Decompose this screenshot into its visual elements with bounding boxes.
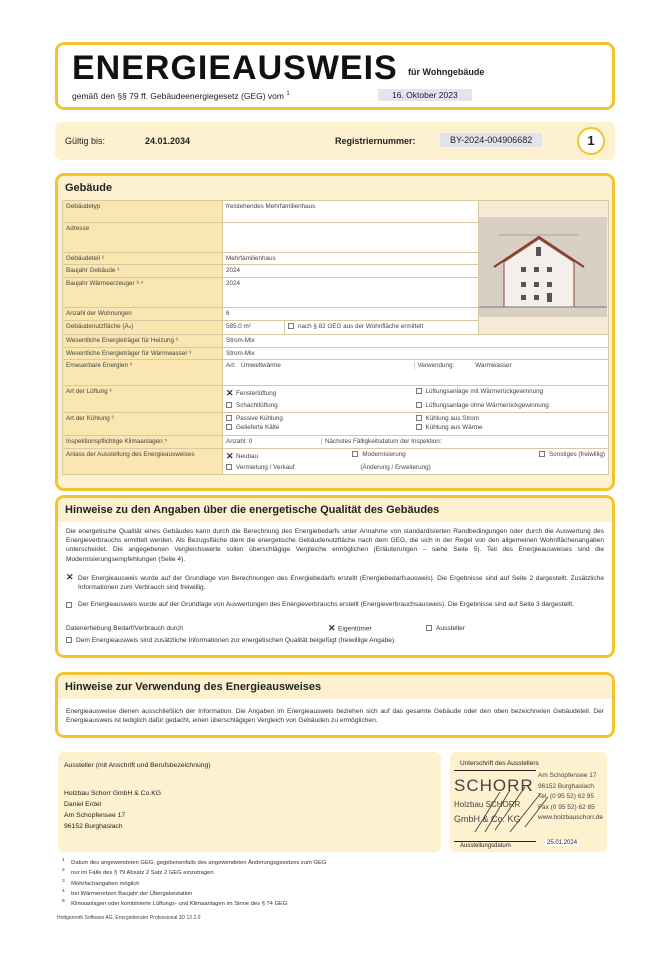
art-value: Umweltwärme — [241, 362, 281, 369]
option-neubau[interactable] — [226, 451, 352, 462]
option-eigentuemer[interactable] — [328, 624, 372, 634]
ac-next-inspection: Nächstes Fälligkeitsdatum der Inspektion: — [321, 438, 605, 445]
row-label: Baujahr Gebäude ³ — [63, 265, 223, 278]
building-table — [62, 200, 609, 475]
stamp-line: www.holzbauschorr.de — [538, 814, 604, 821]
footnote-text: Klimaanlagen oder kombinierte Lüftungs- und Klimaanlagen im Sinne des § 74 GEG — [71, 901, 288, 908]
intro-text: Die energetische Qualität eines Gebäudes kann durch die Berechnung des Energiebedarfs unter Annahme von standardisierten Randbedingungen oder durch die Auswertung des Energieverbrauchs ermittelt werden. Als Bezugsfläche dient die energetische Gebäudenutzfläche nach dem GEG, die sich in der Regel von den allgemeinen Wohnflächenangaben unterscheidet. Die angegebenen Vergleichswerte sollen überschlägige Vergleiche ermöglichen (Erläuterungen – siehe Seite 5). Teil des Energieausweises sind die Modernisierungsempfehlungen (Seite 4). — [66, 528, 604, 563]
option-label: Kühlung aus Wärme — [425, 424, 483, 431]
checkbox[interactable] — [226, 424, 232, 430]
checked-checkbox[interactable]: ✕ — [226, 388, 234, 398]
software-credit: Hottgenroth Software AG, Energieberater Professional 3D 12.2.0 — [57, 915, 201, 921]
option-aussteller[interactable] — [426, 624, 465, 633]
option-sonstiges[interactable] — [479, 451, 605, 462]
option-label: Vermietung / Verkauf — [236, 464, 295, 471]
issuer-street: Am Schopfensee 17 — [64, 812, 126, 819]
option-zusatz[interactable] — [66, 636, 604, 645]
row-value: Strom-Mix — [223, 335, 609, 348]
ac-count: Anzahl: 0 — [226, 438, 253, 445]
footnote — [62, 867, 326, 877]
building-drawing-icon — [479, 217, 607, 317]
row-label: Art der Kühlung ³ — [63, 413, 223, 436]
table-row — [63, 386, 609, 413]
issue-date-label: Ausstellungsdatum — [460, 843, 511, 849]
signature-box — [450, 752, 607, 852]
checkbox[interactable] — [66, 602, 72, 608]
stamp-line: 96152 Burghaslach — [538, 782, 595, 790]
option-strom[interactable] — [416, 415, 606, 422]
stamp-logo: SCHORR — [454, 776, 534, 795]
checked-checkbox[interactable]: ✕ — [328, 623, 336, 633]
row-label: Adresse — [63, 223, 223, 253]
art-label: Art: — [226, 362, 236, 369]
row-label: Gebäudetyp — [63, 201, 223, 223]
handwritten-signature-icon — [470, 782, 550, 837]
checkbox[interactable] — [226, 464, 232, 470]
option-label: Sonstiges (freiwillig) — [548, 451, 605, 458]
row-value: 585.0 m² — [223, 321, 285, 335]
usage-notes-section — [55, 672, 615, 738]
quality-notes-section — [55, 495, 615, 658]
row-value — [223, 223, 479, 253]
row-label: Art der Lüftung ³ — [63, 386, 223, 413]
footnote — [62, 888, 326, 898]
checkbox[interactable] — [352, 451, 358, 457]
stamp-line: GmbH & Co. KG — [454, 814, 521, 824]
section-header — [58, 675, 612, 699]
option-label: Der Energieausweis wurde auf der Grundlage von Auswertungen des Energieverbrauchs erstellt (Energieverbrauchsausweis). Die Ergebnisse sind auf Seite 3 dargestellt. — [78, 601, 574, 608]
stamp-line: Tel. (0 95 52) 62 95 — [538, 793, 595, 800]
building-photo — [479, 201, 609, 335]
option-lueftung-mit-wrg[interactable] — [416, 388, 606, 399]
issuer-box — [58, 752, 441, 852]
issuer-city: 96152 Burghaslach — [64, 823, 123, 830]
row-label: Gebäudeteil ² — [63, 253, 223, 265]
cooling-options — [223, 413, 609, 436]
footnote-text: Datum des angewendeten GEG, gegebenenfalls des angewendeten Änderungsgesetzes zum GEG — [71, 859, 327, 866]
option-modernisierung[interactable] — [352, 451, 478, 462]
option-label: nach § 82 GEG aus der Wohnfläche ermittelt — [298, 323, 424, 330]
law-text: gemäß den §§ 79 ff. Gebäudeenergiegesetz (GEG) vom — [72, 91, 284, 101]
stamp-line: Holzbau SCHORR — [454, 800, 521, 809]
row-label: Erneuerbare Energien ³ — [63, 360, 223, 386]
row-label: Wesentliche Energieträger für Warmwasser ³ — [63, 348, 223, 360]
ac-value — [223, 436, 609, 449]
checkbox[interactable] — [66, 637, 72, 643]
table-row — [63, 360, 609, 386]
option-label: Der Energieausweis wurde auf der Grundlage von Berechnungen des Energiebedarfs erstellt (Energiebedarfsausweis). Die Ergebnisse sind auf Seite 2 dargestellt. Zusätzliche Informationen zum Verbrauch sind freiwillig. — [78, 575, 604, 592]
building-section — [55, 173, 615, 491]
row-value: 2024 — [223, 278, 479, 308]
section-title: Gebäude — [65, 182, 113, 194]
option-label: Aussteller — [436, 625, 465, 632]
option-label: Gelieferte Kälte — [236, 424, 280, 431]
section-title: Hinweise zur Verwendung des Energieausweises — [65, 681, 322, 693]
option-label: Eigentümer — [338, 625, 372, 633]
footnote — [62, 878, 326, 888]
issuer-address — [64, 788, 161, 832]
checkbox[interactable] — [416, 388, 422, 394]
option-bedarf[interactable] — [66, 574, 604, 592]
footnote — [62, 898, 326, 908]
checkbox[interactable] — [416, 424, 422, 430]
registration-number: BY-2024-004906682 — [440, 133, 542, 147]
usage-text: Energieausweise dienen ausschließlich der Information. Die Angaben im Energieausweis beziehen sich auf das gesamte Gebäude oder den oben bezeichneten Gebäudeteil. Der Energieausweis ist lediglich dafür gedacht, einen überschlägigen Vergleich von Gebäuden zu ermöglichen. — [66, 708, 604, 725]
option-label: Dem Energieausweis sind zusätzliche Informationen zur energetischen Qualität beigefügt (freiwillige Angabe). — [76, 637, 396, 644]
checkbox[interactable] — [539, 451, 545, 457]
row-label: Anlass der Ausstellung des Energieausweises — [63, 449, 223, 475]
option-label: Fensterlüftung — [236, 390, 277, 398]
table-row — [63, 449, 609, 475]
issuer-company: Holzbau Schorr GmbH & Co.KG — [64, 790, 162, 797]
footnote-text: bei Wärmenetzen Baujahr der Übergabestation — [71, 890, 193, 897]
reason-options — [223, 449, 609, 475]
footnote-number: 3 — [62, 878, 65, 884]
law-reference — [72, 91, 290, 101]
option-label: Modernisierung — [362, 451, 406, 458]
section-header — [58, 498, 612, 522]
issuer-label: Aussteller (mit Anschrift und Berufsbezeichnung) — [64, 762, 211, 769]
checked-checkbox[interactable]: ✕ — [226, 451, 234, 461]
option-vermietung[interactable] — [226, 464, 348, 471]
row-label: Baujahr Wärmeerzeuger ³·⁴ — [63, 278, 223, 308]
table-row — [63, 413, 609, 436]
data-collection-label: Datenerhebung Bedarf/Verbrauch durch — [66, 625, 183, 632]
area-option[interactable] — [285, 321, 479, 335]
row-label: Inspektionspflichtige Klimaanlagen ⁵ — [63, 436, 223, 449]
option-gelieferte-kaelte[interactable] — [226, 424, 416, 431]
stamp-line: Am Schopfensee 17 — [538, 772, 597, 779]
checkbox[interactable] — [226, 415, 232, 421]
row-value: 6 — [223, 308, 479, 321]
use-label: Verwendung: — [417, 362, 455, 369]
section-title: Hinweise zu den Angaben über die energetische Qualität des Gebäudes — [65, 504, 440, 516]
document-subtitle: für Wohngebäude — [408, 67, 485, 77]
footnote-text: nur im Falle des § 79 Absatz 2 Satz 2 GEG einzutragen — [71, 870, 214, 877]
option-fensterlueftung[interactable] — [226, 388, 416, 399]
valid-until-label: Gültig bis: — [65, 136, 106, 146]
row-label: Gebäudenutzfläche (Aₙ) — [63, 321, 223, 335]
row-value: 2024 — [223, 265, 479, 278]
row-label: Anzahl der Wohnungen — [63, 308, 223, 321]
option-passive[interactable] — [226, 415, 416, 422]
ventilation-options — [223, 386, 609, 413]
row-value: Strom-Mix — [223, 348, 609, 360]
footnotes — [62, 857, 326, 909]
row-value: Mehrfamilienhaus — [223, 253, 479, 265]
footnote-text: Mehrfachangaben möglich — [71, 880, 140, 887]
law-date: 16. Oktober 2023 — [378, 89, 472, 101]
header-box — [55, 42, 615, 110]
table-row — [63, 335, 609, 348]
option-label: Neubau — [236, 453, 259, 461]
issue-date: 25.01.2024 — [547, 840, 578, 846]
footnote-number: 2 — [62, 868, 65, 874]
validity-bar — [55, 122, 615, 160]
option-label: Lüftungsanlage ohne Wärmerückgewinnung — [425, 402, 549, 409]
table-row — [63, 436, 609, 449]
checkbox[interactable] — [426, 625, 432, 631]
option-verbrauch[interactable] — [66, 600, 604, 609]
page-number: 1 — [577, 127, 605, 155]
option-lueftung-ohne-wrg[interactable] — [416, 402, 606, 409]
checkbox[interactable] — [416, 402, 422, 408]
option-waerme[interactable] — [416, 424, 606, 431]
row-label: Wesentliche Energieträger für Heizung ³ — [63, 335, 223, 348]
use-value: Warmwasser — [475, 362, 512, 369]
option-label: Lüftungsanlage mit Wärmerückgewinnung — [425, 388, 544, 395]
option-label: (Änderung / Erweiterung) — [360, 464, 431, 471]
data-collection-row — [66, 624, 604, 633]
option-schachtlueftung[interactable] — [226, 402, 416, 409]
row-value: freistehendes Mehrfamilienhaus — [223, 201, 479, 223]
footnote — [62, 857, 326, 867]
valid-until-value: 24.01.2034 — [145, 136, 191, 146]
signature-label: Unterschrift des Ausstellers — [460, 760, 539, 767]
renewables-value — [223, 360, 609, 386]
option-label: Passive Kühlung — [236, 415, 283, 422]
footnote-number: 1 — [62, 858, 65, 863]
footnote-number: 4 — [62, 888, 65, 894]
table-row — [63, 201, 609, 223]
stamp-line: Fax (0 95 52) 62 85 — [538, 803, 595, 811]
option-label: Schachtlüftung — [236, 402, 278, 409]
checkbox[interactable] — [416, 415, 422, 421]
registration-label: Registriernummer: — [335, 136, 416, 146]
checked-checkbox[interactable]: ✕ — [66, 572, 74, 582]
footnote-number: 5 — [62, 899, 65, 905]
document-title: ENERGIEAUSWEIS — [72, 49, 398, 87]
table-row — [63, 348, 609, 360]
issuer-name: Daniel Erdel — [64, 801, 102, 808]
law-footnote: 1 — [286, 91, 290, 98]
option-label: Kühlung aus Strom — [425, 415, 480, 422]
checkbox[interactable] — [288, 323, 294, 329]
checkbox[interactable] — [226, 402, 232, 408]
